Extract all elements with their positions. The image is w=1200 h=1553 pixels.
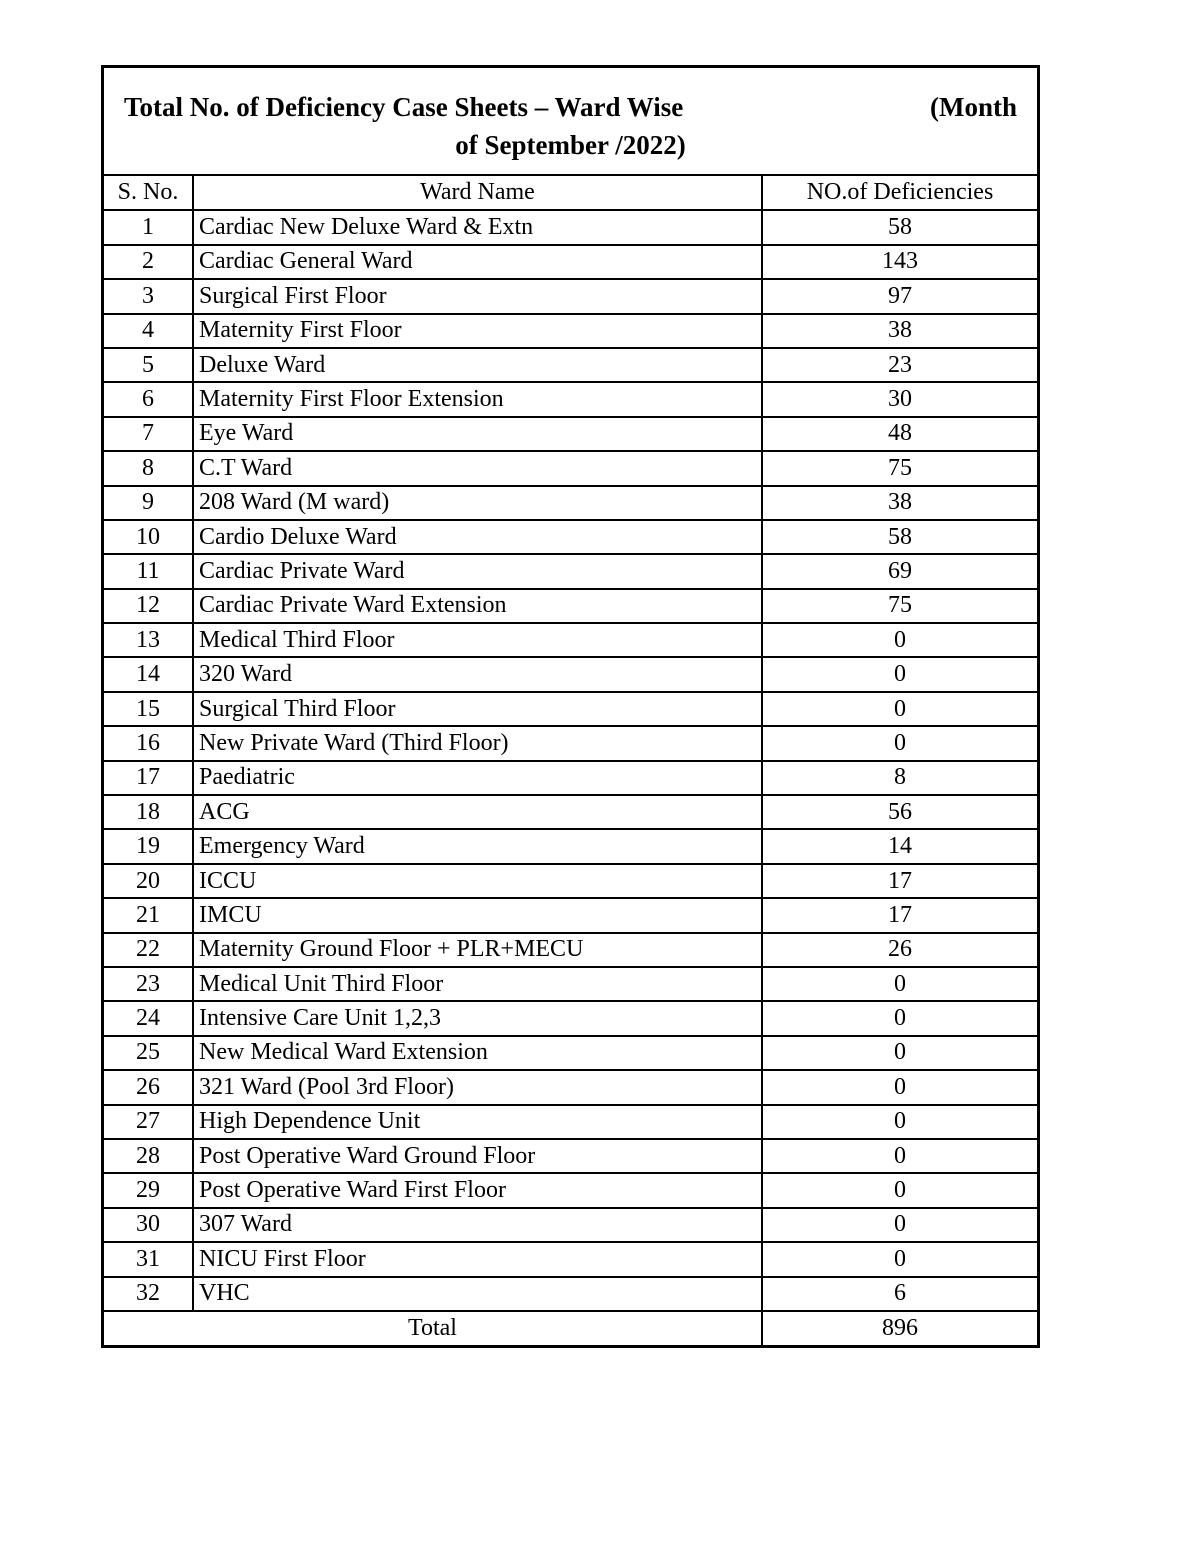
table-header-row [104, 176, 1037, 210]
serial-number-cell: 31 [104, 1242, 193, 1276]
table-row [104, 657, 1037, 691]
serial-number-cell: 30 [104, 1208, 193, 1242]
table-row [104, 1036, 1037, 1070]
deficiency-sheet [101, 65, 1040, 1348]
table-row [104, 761, 1037, 795]
ward-deficiency-table [104, 176, 1037, 1345]
deficiency-count-cell: 0 [762, 1173, 1037, 1207]
deficiency-count-cell: 0 [762, 657, 1037, 691]
table-row [104, 623, 1037, 657]
serial-number-cell: 3 [104, 279, 193, 313]
deficiency-count-cell: 58 [762, 520, 1037, 554]
table-row [104, 486, 1037, 520]
ward-name-cell: Maternity First Floor Extension [193, 382, 762, 416]
serial-number-cell: 10 [104, 520, 193, 554]
table-body [104, 210, 1037, 1311]
deficiency-count-cell: 75 [762, 451, 1037, 485]
deficiency-count-cell: 0 [762, 1242, 1037, 1276]
table-row [104, 314, 1037, 348]
table-row [104, 417, 1037, 451]
deficiency-count-cell: 0 [762, 967, 1037, 1001]
ward-name-cell: High Dependence Unit [193, 1105, 762, 1139]
table-row [104, 829, 1037, 863]
serial-number-cell: 1 [104, 210, 193, 244]
serial-number-cell: 9 [104, 486, 193, 520]
serial-number-cell: 4 [104, 314, 193, 348]
table-row [104, 382, 1037, 416]
serial-number-cell: 18 [104, 795, 193, 829]
table-row [104, 726, 1037, 760]
ward-name-cell: Maternity Ground Floor + PLR+MECU [193, 933, 762, 967]
table-row [104, 451, 1037, 485]
deficiency-count-cell: 6 [762, 1277, 1037, 1311]
table-row [104, 967, 1037, 1001]
serial-number-cell: 11 [104, 554, 193, 588]
serial-number-cell: 26 [104, 1070, 193, 1104]
serial-number-cell: 7 [104, 417, 193, 451]
serial-number-cell: 27 [104, 1105, 193, 1139]
ward-name-cell: New Private Ward (Third Floor) [193, 726, 762, 760]
deficiency-count-cell: 0 [762, 692, 1037, 726]
deficiency-count-cell: 0 [762, 1208, 1037, 1242]
serial-number-cell: 8 [104, 451, 193, 485]
ward-name-cell: Maternity First Floor [193, 314, 762, 348]
table-row [104, 520, 1037, 554]
serial-number-cell: 14 [104, 657, 193, 691]
deficiency-count-cell: 0 [762, 1105, 1037, 1139]
ward-name-cell: Medical Third Floor [193, 623, 762, 657]
deficiency-count-cell: 69 [762, 554, 1037, 588]
total-row [104, 1311, 1037, 1345]
ward-name-cell: ACG [193, 795, 762, 829]
ward-name-cell: Post Operative Ward Ground Floor [193, 1139, 762, 1173]
ward-name-cell: Emergency Ward [193, 829, 762, 863]
table-row [104, 589, 1037, 623]
ward-name-cell: 208 Ward (M ward) [193, 486, 762, 520]
deficiency-count-cell: 97 [762, 279, 1037, 313]
table-row [104, 1001, 1037, 1035]
ward-name-cell: Deluxe Ward [193, 348, 762, 382]
serial-number-cell: 23 [104, 967, 193, 1001]
header-ward-name: Ward Name [193, 176, 762, 210]
deficiency-count-cell: 58 [762, 210, 1037, 244]
total-label: Total [104, 1311, 762, 1345]
table-row [104, 348, 1037, 382]
ward-name-cell: Surgical Third Floor [193, 692, 762, 726]
deficiency-count-cell: 26 [762, 933, 1037, 967]
deficiency-count-cell: 38 [762, 486, 1037, 520]
serial-number-cell: 6 [104, 382, 193, 416]
ward-name-cell: Intensive Care Unit 1,2,3 [193, 1001, 762, 1035]
ward-name-cell: Eye Ward [193, 417, 762, 451]
ward-name-cell: 321 Ward (Pool 3rd Floor) [193, 1070, 762, 1104]
serial-number-cell: 29 [104, 1173, 193, 1207]
ward-name-cell: Cardiac New Deluxe Ward & Extn [193, 210, 762, 244]
table-row [104, 554, 1037, 588]
ward-name-cell: 320 Ward [193, 657, 762, 691]
deficiency-count-cell: 75 [762, 589, 1037, 623]
ward-name-cell: 307 Ward [193, 1208, 762, 1242]
table-row [104, 210, 1037, 244]
serial-number-cell: 24 [104, 1001, 193, 1035]
ward-name-cell: New Medical Ward Extension [193, 1036, 762, 1070]
table-row [104, 1242, 1037, 1276]
title-line-2: of September /2022) [455, 130, 686, 160]
serial-number-cell: 13 [104, 623, 193, 657]
ward-name-cell: VHC [193, 1277, 762, 1311]
table-row [104, 1173, 1037, 1207]
deficiency-count-cell: 56 [762, 795, 1037, 829]
deficiency-count-cell: 17 [762, 898, 1037, 932]
deficiency-count-cell: 0 [762, 1139, 1037, 1173]
deficiency-count-cell: 143 [762, 245, 1037, 279]
deficiency-count-cell: 0 [762, 1036, 1037, 1070]
header-deficiencies: NO.of Deficiencies [762, 176, 1037, 210]
table-row [104, 1208, 1037, 1242]
deficiency-count-cell: 0 [762, 1001, 1037, 1035]
deficiency-count-cell: 0 [762, 1070, 1037, 1104]
serial-number-cell: 22 [104, 933, 193, 967]
ward-name-cell: C.T Ward [193, 451, 762, 485]
deficiency-count-cell: 17 [762, 864, 1037, 898]
table-row [104, 245, 1037, 279]
ward-name-cell: Medical Unit Third Floor [193, 967, 762, 1001]
ward-name-cell: Surgical First Floor [193, 279, 762, 313]
serial-number-cell: 32 [104, 1277, 193, 1311]
serial-number-cell: 20 [104, 864, 193, 898]
serial-number-cell: 17 [104, 761, 193, 795]
table-row [104, 692, 1037, 726]
serial-number-cell: 28 [104, 1139, 193, 1173]
table-row [104, 933, 1037, 967]
ward-name-cell: ICCU [193, 864, 762, 898]
ward-name-cell: NICU First Floor [193, 1242, 762, 1276]
serial-number-cell: 19 [104, 829, 193, 863]
deficiency-count-cell: 14 [762, 829, 1037, 863]
table-row [104, 1277, 1037, 1311]
table-row [104, 795, 1037, 829]
serial-number-cell: 12 [104, 589, 193, 623]
ward-name-cell: Cardio Deluxe Ward [193, 520, 762, 554]
table-row [104, 1139, 1037, 1173]
ward-name-cell: Cardiac General Ward [193, 245, 762, 279]
title-month-prefix: (Month [930, 92, 1017, 122]
ward-name-cell: IMCU [193, 898, 762, 932]
deficiency-count-cell: 38 [762, 314, 1037, 348]
deficiency-count-cell: 8 [762, 761, 1037, 795]
serial-number-cell: 16 [104, 726, 193, 760]
total-value: 896 [762, 1311, 1037, 1345]
header-sno: S. No. [104, 176, 193, 210]
serial-number-cell: 2 [104, 245, 193, 279]
table-row [104, 279, 1037, 313]
deficiency-count-cell: 48 [762, 417, 1037, 451]
deficiency-count-cell: 0 [762, 726, 1037, 760]
deficiency-count-cell: 30 [762, 382, 1037, 416]
serial-number-cell: 25 [104, 1036, 193, 1070]
serial-number-cell: 21 [104, 898, 193, 932]
ward-name-cell: Cardiac Private Ward [193, 554, 762, 588]
title-line-1 [124, 88, 1017, 126]
deficiency-count-cell: 23 [762, 348, 1037, 382]
ward-name-cell: Post Operative Ward First Floor [193, 1173, 762, 1207]
table-row [104, 1070, 1037, 1104]
deficiency-count-cell: 0 [762, 623, 1037, 657]
table-row [104, 1105, 1037, 1139]
serial-number-cell: 15 [104, 692, 193, 726]
serial-number-cell: 5 [104, 348, 193, 382]
ward-name-cell: Cardiac Private Ward Extension [193, 589, 762, 623]
table-row [104, 898, 1037, 932]
ward-name-cell: Paediatric [193, 761, 762, 795]
table-row [104, 864, 1037, 898]
title-main: Total No. of Deficiency Case Sheets – Ward Wise [124, 92, 684, 122]
document-title [104, 68, 1037, 176]
